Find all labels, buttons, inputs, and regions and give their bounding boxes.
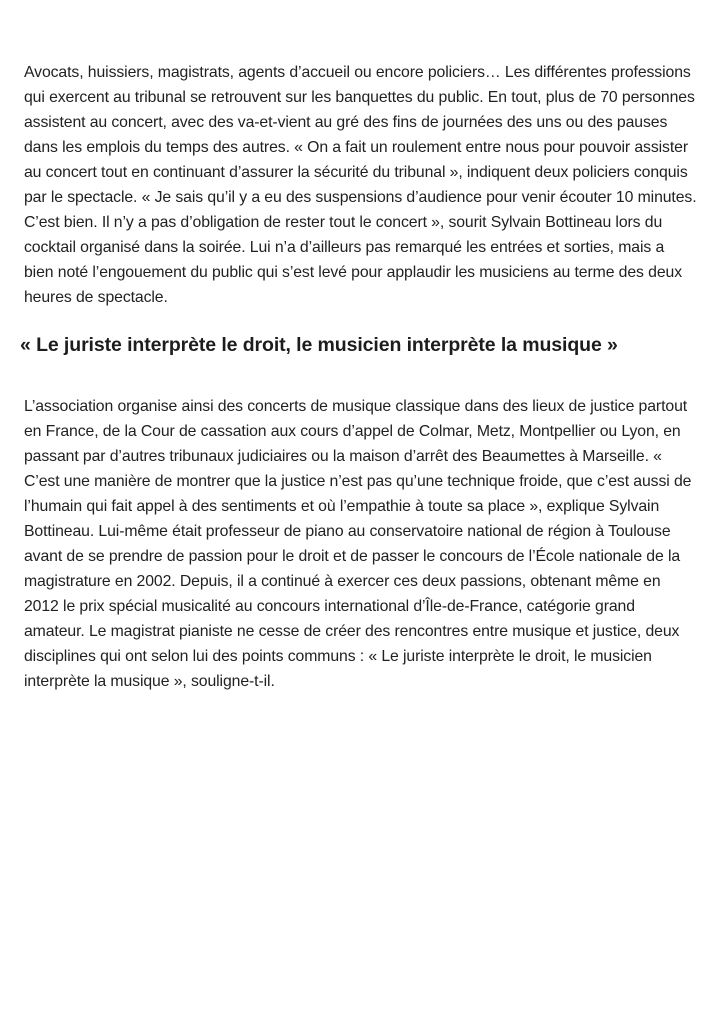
article-paragraph-1: Avocats, huissiers, magistrats, agents d’accueil ou encore policiers… Les différentes professions qui exercent au tribunal se retrouvent sur les banquettes du public. En tout, plus de 70 personnes assistent au concert, avec des va-et-vient au gré des fins de journées des uns ou des pauses dans les emplois du temps des autres. « On a fait un roulement entre nous pour pouvoir assister au concert tout en continuant d’assurer la sécurité du tribunal », indiquent deux policiers conquis par le spectacle. « Je sais qu’il y a eu des suspensions d’audience pour venir écouter 10 minutes. C’est bien. Il n’y a pas d’obligation de rester tout le concert », sourit Sylvain Bottineau lors du cocktail organisé dans la soirée. Lui n’a d’ailleurs pas remarqué les entrées et sorties, mais a bien noté l’engouement du public qui s’est levé pour applaudir les musiciens au terme des deux heures de spectacle. (24, 64, 697, 306)
article-paragraph-2: L’association organise ainsi des concerts de musique classique dans des lieux de justice partout en France, de la Cour de cassation aux cours d’appel de Colmar, Metz, Montpellier ou Lyon, en passant par d’autres tribunaux judiciaires ou la maison d’arrêt des Beaumettes à Marseille. « C’est une manière de montrer que la justice n’est pas qu’une technique froide, que c’est aussi de l’humain qui fait appel à des sentiments et où l’empathie à toute sa place », explique Sylvain Bottineau. Lui-même était professeur de piano au conservatoire national de région à Toulouse avant de se prendre de passion pour le droit et de passer le concours de l’École nationale de la magistrature en 2002. Depuis, il a continué à exercer ces deux passions, obtenant même en 2012 le prix spécial musicalité au concours international d’Île-de-France, catégorie grand amateur. Le magistrat pianiste ne cesse de créer des rencontres entre musique et justice, deux disciplines qui ont selon lui des points communs : « Le juriste interprète le droit, le musicien interprète la musique », souligne-t-il. (24, 398, 692, 690)
article-pull-quote-heading: « Le juriste interprète le droit, le musicien interprète la musique » (20, 334, 618, 356)
